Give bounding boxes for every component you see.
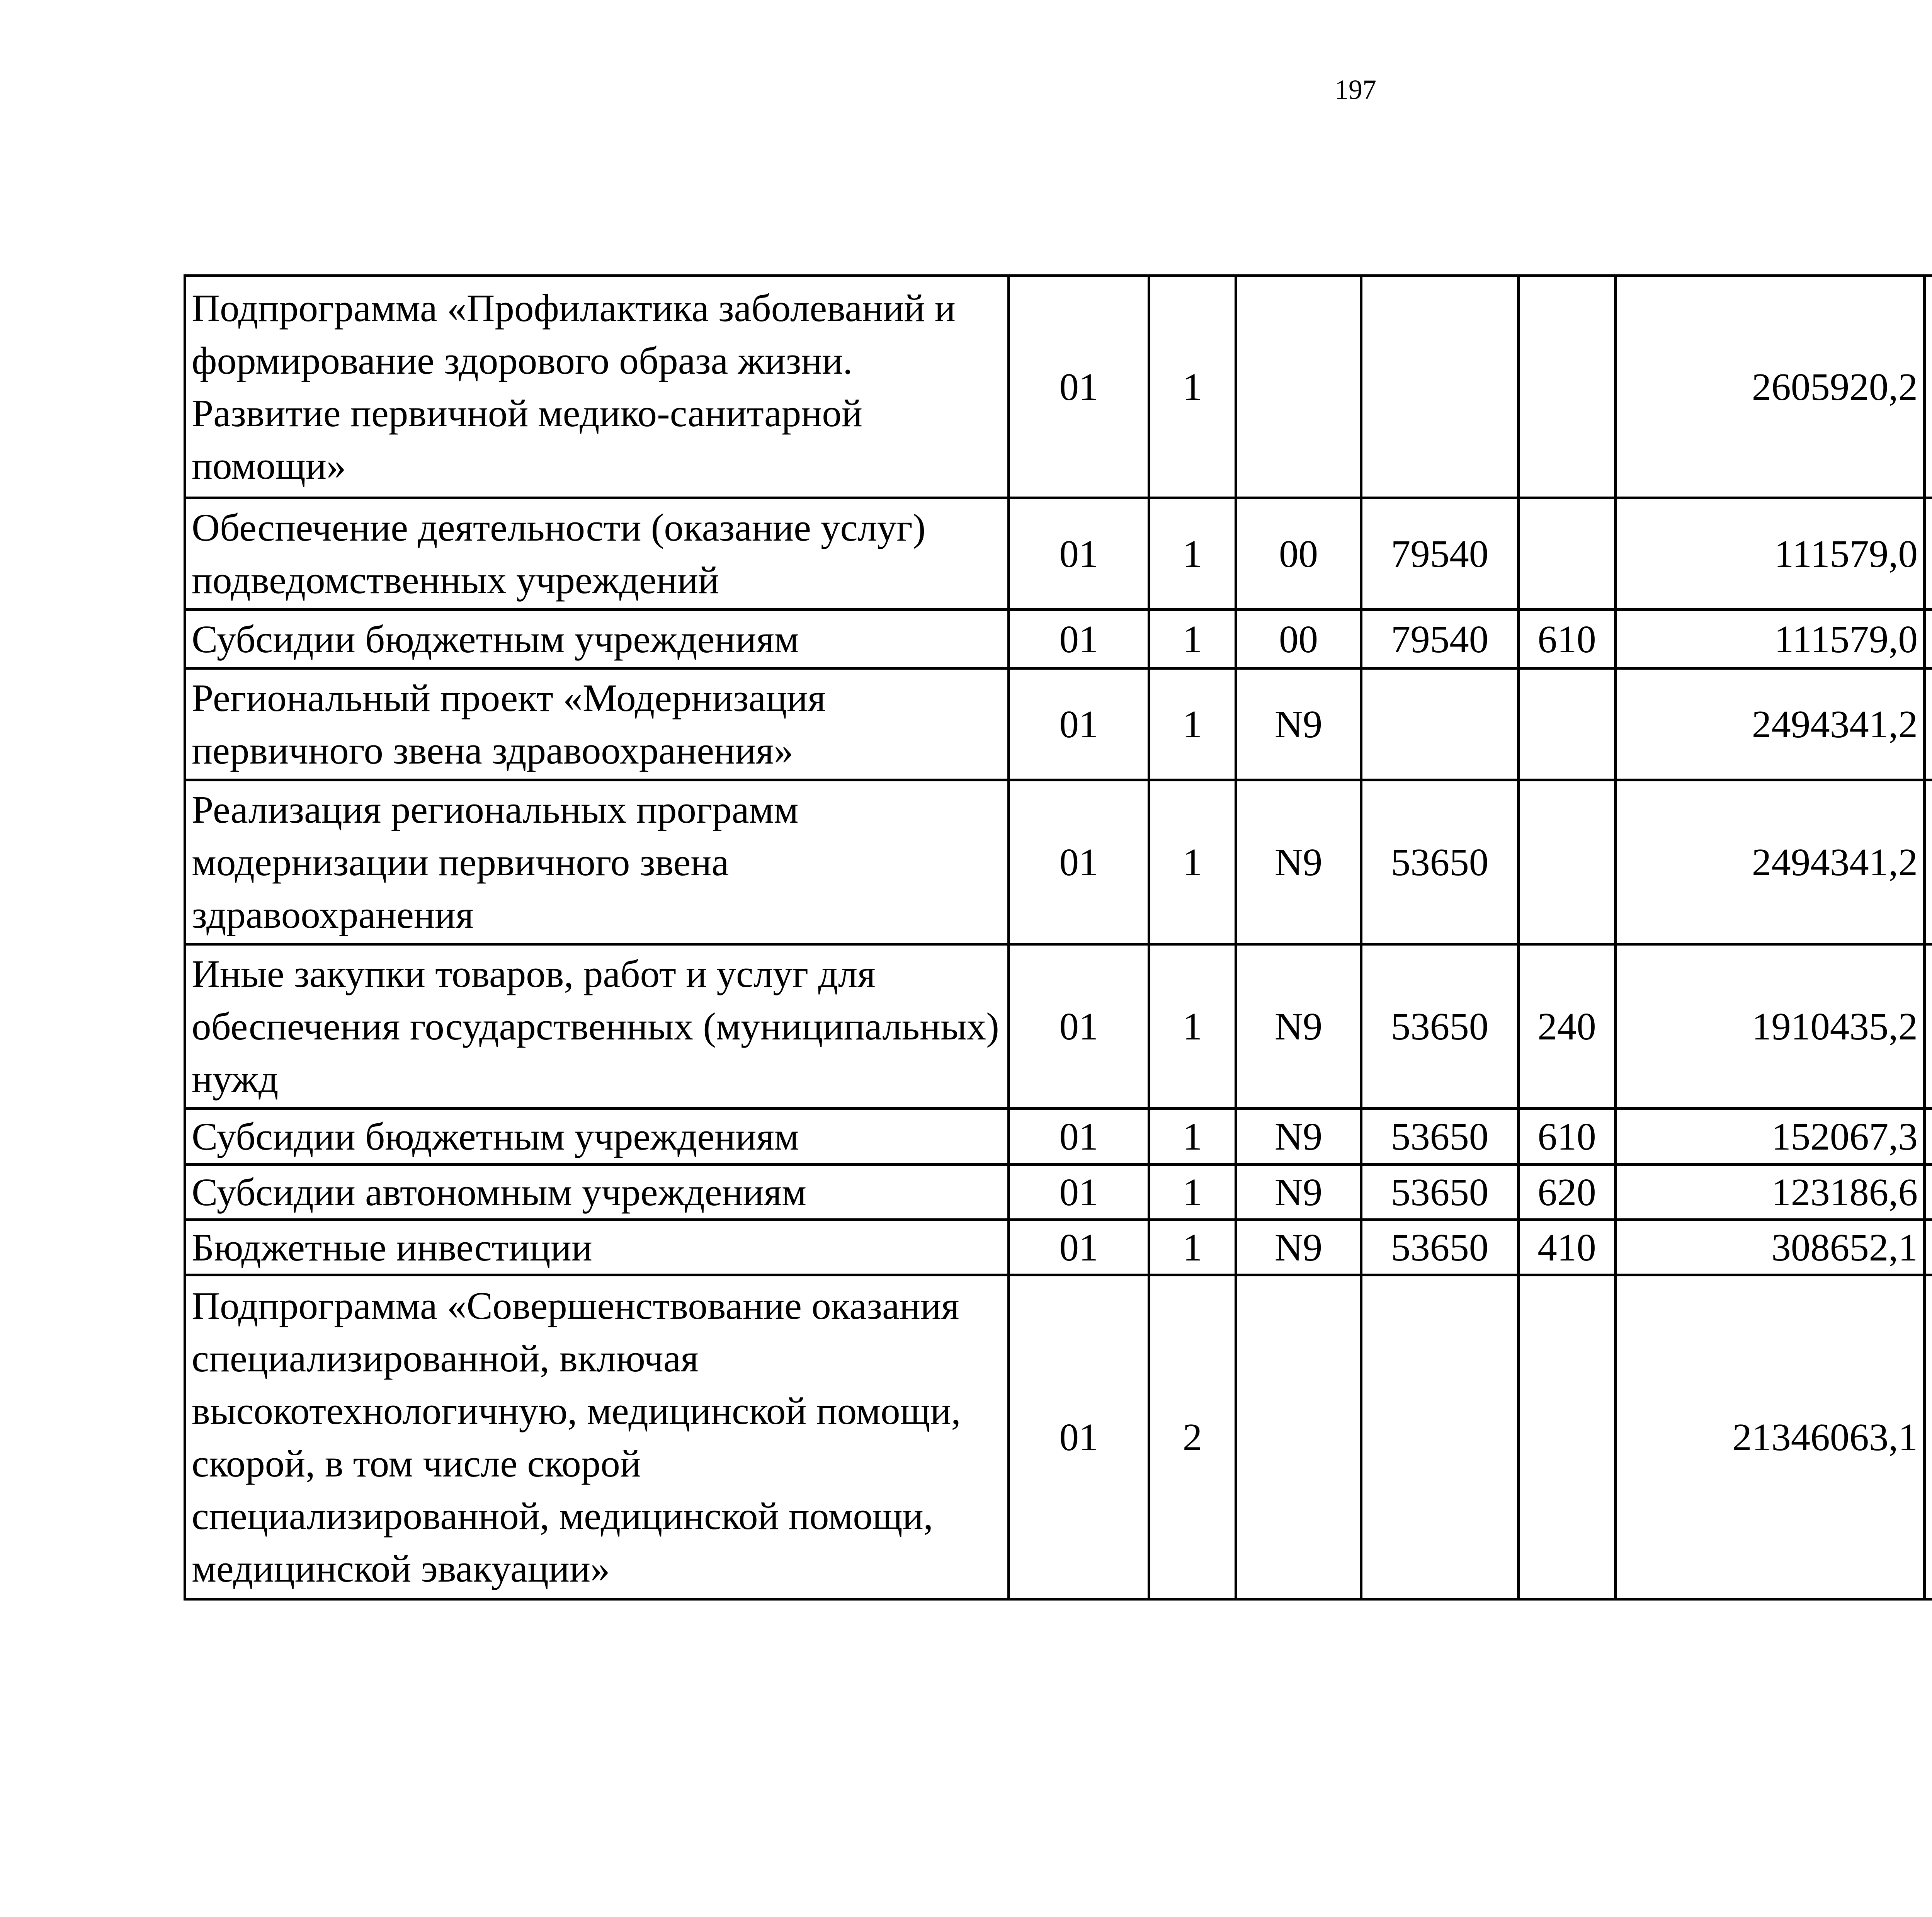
amount-2 — [1925, 1165, 1932, 1220]
code-expense-type — [1519, 498, 1616, 610]
code-subprogram: 1 — [1149, 668, 1236, 780]
code-subprogram: 1 — [1149, 276, 1236, 498]
amount-1: 1910435,2 — [1616, 944, 1925, 1109]
row-name: Подпрограмма «Совершенствование оказания специализированной, включая высокотехнологичную, медицинской помощи, скорой, в том числе скорой специализированной, медицинской помощи, медицинской эвакуации» — [185, 1275, 1009, 1599]
code-subprogram: 1 — [1149, 944, 1236, 1109]
table-row — [185, 780, 1932, 944]
row-name: Субсидии бюджетным учреждениям — [185, 1109, 1009, 1165]
code-subprogram: 1 — [1149, 610, 1236, 668]
code-project: N9 — [1236, 1165, 1361, 1220]
row-name: Бюджетные инвестиции — [185, 1220, 1009, 1275]
code-project: N9 — [1236, 780, 1361, 944]
row-name: Реализация региональных программ модернизации первичного звена здравоохранения — [185, 780, 1009, 944]
code-program: 01 — [1009, 276, 1149, 498]
amount-2 — [1925, 498, 1932, 610]
code-expense-type — [1519, 668, 1616, 780]
code-program: 01 — [1009, 668, 1149, 780]
code-expense-type: 620 — [1519, 1165, 1616, 1220]
code-expense-type: 610 — [1519, 1109, 1616, 1165]
code-project: N9 — [1236, 1220, 1361, 1275]
code-subprogram: 1 — [1149, 1109, 1236, 1165]
table-row — [185, 276, 1932, 498]
amount-2 — [1925, 276, 1932, 498]
row-name: Региональный проект «Модернизация первичного звена здравоохранения» — [185, 668, 1009, 780]
code-program: 01 — [1009, 610, 1149, 668]
amount-2 — [1925, 1109, 1932, 1165]
amount-2 — [1925, 668, 1932, 780]
code-project: N9 — [1236, 944, 1361, 1109]
code-direction: 53650 — [1361, 1220, 1519, 1275]
amount-2 — [1925, 1220, 1932, 1275]
code-direction: 79540 — [1361, 610, 1519, 668]
code-expense-type — [1519, 276, 1616, 498]
code-program: 01 — [1009, 1275, 1149, 1599]
amount-1: 152067,3 — [1616, 1109, 1925, 1165]
table-row — [185, 498, 1932, 610]
amount-2 — [1925, 780, 1932, 944]
code-direction — [1361, 1275, 1519, 1599]
amount-1: 2494341,2 — [1616, 668, 1925, 780]
row-name: Подпрограмма «Профилактика заболеваний и формирование здорового образа жизни. Развитие первичной медико-санитарной помощи» — [185, 276, 1009, 498]
row-name: Иные закупки товаров, работ и услуг для обеспечения государственных (муниципальных) нужд — [185, 944, 1009, 1109]
code-expense-type — [1519, 1275, 1616, 1599]
code-project: 00 — [1236, 498, 1361, 610]
amount-1: 308652,1 — [1616, 1220, 1925, 1275]
code-expense-type: 610 — [1519, 610, 1616, 668]
code-program: 01 — [1009, 498, 1149, 610]
code-direction: 53650 — [1361, 1165, 1519, 1220]
table-row — [185, 1109, 1932, 1165]
amount-2 — [1925, 1275, 1932, 1599]
code-project — [1236, 276, 1361, 498]
amount-1: 111579,0 — [1616, 610, 1925, 668]
code-subprogram: 1 — [1149, 1165, 1236, 1220]
code-subprogram: 1 — [1149, 780, 1236, 944]
code-direction: 79540 — [1361, 498, 1519, 610]
table-row — [185, 1275, 1932, 1599]
amount-2 — [1925, 944, 1932, 1109]
code-subprogram: 2 — [1149, 1275, 1236, 1599]
table-row — [185, 610, 1932, 668]
code-direction — [1361, 276, 1519, 498]
amount-1: 111579,0 — [1616, 498, 1925, 610]
code-expense-type: 240 — [1519, 944, 1616, 1109]
table-row — [185, 1165, 1932, 1220]
code-subprogram: 1 — [1149, 1220, 1236, 1275]
code-project: N9 — [1236, 1109, 1361, 1165]
row-name: Субсидии автономным учреждениям — [185, 1165, 1009, 1220]
code-direction: 53650 — [1361, 944, 1519, 1109]
code-project: N9 — [1236, 668, 1361, 780]
amount-1: 123186,6 — [1616, 1165, 1925, 1220]
table-row — [185, 1220, 1932, 1275]
table-row — [185, 668, 1932, 780]
amount-1: 2605920,2 — [1616, 276, 1925, 498]
page-number: 197 — [1335, 74, 1376, 105]
code-direction: 53650 — [1361, 1109, 1519, 1165]
amount-1: 21346063,1 — [1616, 1275, 1925, 1599]
code-program: 01 — [1009, 1109, 1149, 1165]
row-name: Обеспечение деятельности (оказание услуг) подведомственных учреждений — [185, 498, 1009, 610]
budget-table — [184, 274, 1932, 1601]
code-project — [1236, 1275, 1361, 1599]
code-expense-type — [1519, 780, 1616, 944]
code-project: 00 — [1236, 610, 1361, 668]
code-program: 01 — [1009, 780, 1149, 944]
code-program: 01 — [1009, 944, 1149, 1109]
table-row — [185, 944, 1932, 1109]
code-direction: 53650 — [1361, 780, 1519, 944]
code-expense-type: 410 — [1519, 1220, 1616, 1275]
code-program: 01 — [1009, 1220, 1149, 1275]
code-direction — [1361, 668, 1519, 780]
row-name: Субсидии бюджетным учреждениям — [185, 610, 1009, 668]
code-program: 01 — [1009, 1165, 1149, 1220]
amount-2 — [1925, 610, 1932, 668]
amount-1: 2494341,2 — [1616, 780, 1925, 944]
code-subprogram: 1 — [1149, 498, 1236, 610]
